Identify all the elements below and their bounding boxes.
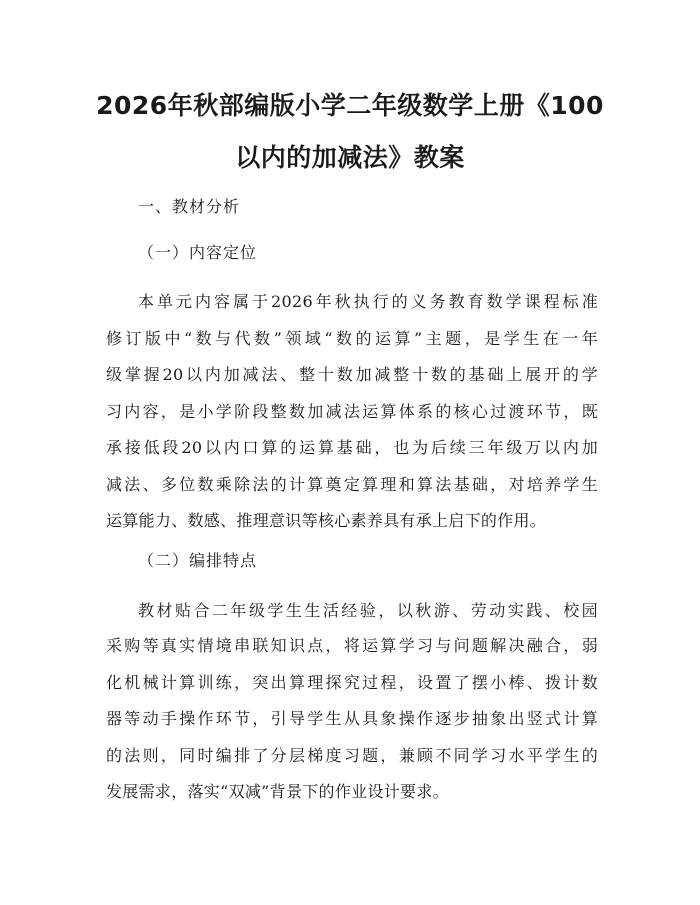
- document-title-line-1: 2026年秋部编版小学二年级数学上册《100: [96, 91, 604, 120]
- paragraph-line: 的法则，同时编排了分层梯度习题，兼顾不同学习水平学生的: [106, 746, 598, 765]
- section-heading-analysis: 一、教材分析: [138, 197, 241, 216]
- paragraph-line: 本单元内容属于2026年秋执行的义务教育数学课程标准: [138, 292, 598, 311]
- paragraph-line: 运算能力、数感、推理意识等核心素养具有承上启下的作用。: [106, 511, 547, 530]
- paragraph-line: 减法、多位数乘除法的计算奠定算理和算法基础，对培养学生: [106, 475, 598, 494]
- paragraph-line: 级掌握20以内加减法、整十数加减整十数的基础上展开的学: [106, 365, 598, 384]
- paragraph-line: 采购等真实情境串联知识点，将运算学习与问题解决融合，弱: [106, 636, 598, 655]
- subsection-heading-positioning: （一）内容定位: [138, 243, 258, 262]
- paragraph-line: 发展需求，落实“双减”背景下的作业设计要求。: [106, 782, 449, 801]
- paragraph-line: 承接低段20以内口算的运算基础，也为后续三年级万以内加: [106, 438, 598, 457]
- paragraph-line: 化机械计算训练，突出算理探究过程，设置了摆小棒、拨计数: [106, 673, 598, 692]
- paragraph-line: 教材贴合二年级学生生活经验，以秋游、劳动实践、校园: [138, 601, 598, 620]
- subsection-heading-arrangement: （二）编排特点: [138, 551, 258, 570]
- document-title-line-2: 以内的加减法》教案: [235, 143, 465, 172]
- paragraph-line: 器等动手操作环节，引导学生从具象操作逐步抽象出竖式计算: [106, 709, 598, 728]
- paragraph-line: 习内容，是小学阶段整数加减法运算体系的核心过渡环节，既: [106, 402, 598, 421]
- paragraph-line: 修订版中“数与代数”领域“数的运算”主题，是学生在一年: [106, 329, 598, 348]
